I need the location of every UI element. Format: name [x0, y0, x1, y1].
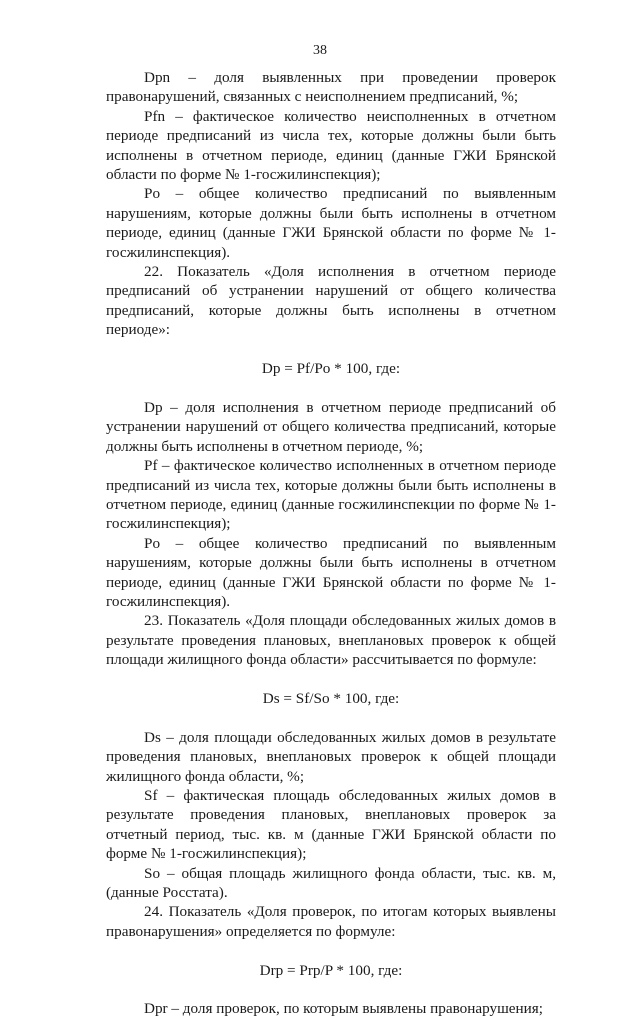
paragraph-po-definition-2: Po – общее количество предписаний по выявленным нарушениям, которые должны были быть исполнены в отчетном периоде, единиц (данные ГЖИ Брянской области по форме № 1-госжилинспекция).: [106, 534, 556, 610]
page-number: 38: [313, 43, 327, 58]
formula-drp: Drp = Prp/P * 100, где:: [259, 961, 403, 979]
paragraph-ds-definition: Ds – доля площади обследованных жилых домов в результате проведения плановых, внеплановых проверок к общей площади жилищного фонда области, %;: [106, 728, 556, 785]
paragraph-pf-definition: Pf – фактическое количество исполненных в отчетном периоде предписаний из числа тех, которые должны были быть исполнены в отчетном периоде, единиц (данные госжилинспекции по форме № 1-госжилинспекция);: [106, 457, 556, 533]
paragraph-sf-definition: Sf – фактическая площадь обследованных жилых домов в результате проведения плановых, внеплановых проверок за отчетный период, тыс. кв. м (данные ГЖИ Брянской области по форме № 1-госжилинспекция);: [106, 786, 556, 863]
formula-ds: Ds = Sf/So * 100, где:: [262, 689, 400, 707]
spacer: [106, 340, 556, 359]
paragraph-po-definition: Po – общее количество предписаний по выявленным нарушениям, которые должны были быть исполнены в отчетном периоде, единиц (данные ГЖИ Брянской области по форме № 1-госжилинспекция).: [106, 185, 556, 261]
paragraph-pfn-definition: Pfn – фактическое количество неисполненных в отчетном периоде предписаний из числа тех, которые должны были быть исполнены в отчетном периоде, единиц (данные ГЖИ Брянской области по форме № 1-госжилинспекция);: [106, 107, 556, 184]
paragraph-indicator-22: 22. Показатель «Доля исполнения в отчетном периоде предписаний об устранении нарушений от общего количества предписаний, которые должны быть исполнены в отчетном периоде»:: [106, 263, 556, 339]
paragraph-dp-definition: Dp – доля исполнения в отчетном периоде предписаний об устранении нарушений от общего количества предписаний, которые должны быть исполнены в отчетном периоде, %;: [106, 398, 556, 455]
spacer: [106, 941, 556, 960]
paragraph-indicator-24: 24. Показатель «Доля проверок, по итогам которых выявлены правонарушения» определяется по формуле:: [106, 903, 556, 940]
spacer: [106, 670, 556, 689]
spacer: [106, 708, 556, 727]
paragraph-indicator-23: 23. Показатель «Доля площади обследованных жилых домов в результате проведения плановых, внеплановых проверок к общей площади жилищного фонда области» рассчитывается по формуле:: [106, 612, 556, 669]
paragraph-dpn-definition: Dpn – доля выявленных при проведении проверок правонарушений, связанных с неисполнением предписаний, %;: [106, 69, 556, 106]
paragraph-dpr-definition: Dpr – доля проверок, по которым выявлены правонарушения;: [144, 1000, 543, 1018]
spacer: [106, 980, 556, 999]
paragraph-so-definition: So – общая площадь жилищного фонда области, тыс. кв. м, (данные Росстата).: [106, 864, 556, 901]
spacer: [106, 378, 556, 397]
formula-dp: Dp = Pf/Po * 100, где:: [261, 360, 401, 378]
document-body: [106, 68, 556, 1019]
